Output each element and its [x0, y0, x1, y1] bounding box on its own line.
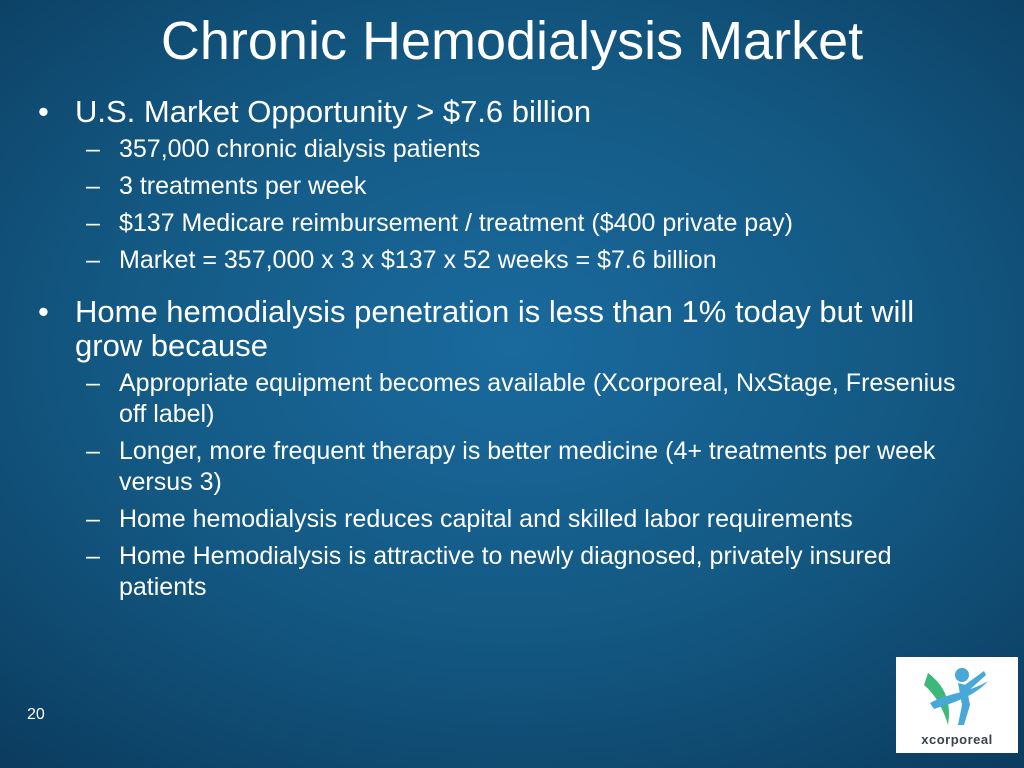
- sub-bullet-item: [0, 504, 1024, 535]
- sub-bullet-text: Home Hemodialysis is attractive to newly diagnosed, privately insured patients: [119, 542, 892, 601]
- sub-bullet-text: Market = 357,000 x 3 x $137 x 52 weeks = $7.6 billion: [119, 246, 717, 274]
- bullet-item: [0, 95, 1024, 129]
- sub-bullet-text: Home hemodialysis reduces capital and skilled labor requirements: [119, 505, 853, 533]
- page-number: 20: [27, 706, 45, 723]
- bullet-glyph: •: [38, 94, 49, 129]
- sub-bullet-item: [0, 436, 1024, 498]
- dash-glyph: –: [86, 542, 100, 570]
- slide-body: [0, 95, 1024, 609]
- xcorporeal-figure-logo-icon: [918, 663, 996, 731]
- sub-bullet-item: [0, 208, 1024, 239]
- dash-glyph: –: [86, 505, 100, 533]
- dash-glyph: –: [86, 246, 100, 274]
- sub-bullet-text: $137 Medicare reimbursement / treatment ($400 private pay): [119, 209, 793, 237]
- bullet-item: [0, 295, 1024, 363]
- sub-bullet-item: [0, 134, 1024, 165]
- logo-text: xcorporeal: [921, 732, 993, 747]
- sub-bullet-text: 357,000 chronic dialysis patients: [119, 135, 481, 163]
- sub-bullet-text: Appropriate equipment becomes available (Xcorporeal, NxStage, Fresenius off label): [119, 369, 956, 428]
- slide-title: Chronic Hemodialysis Market: [160, 11, 864, 71]
- sub-bullet-item: [0, 171, 1024, 202]
- dash-glyph: –: [86, 437, 100, 465]
- bullet-text: U.S. Market Opportunity > $7.6 billion: [75, 94, 592, 129]
- dash-glyph: –: [86, 135, 100, 163]
- sub-bullet-text: Longer, more frequent therapy is better medicine (4+ treatments per week versus 3): [119, 437, 936, 496]
- dash-glyph: –: [86, 172, 100, 200]
- bullet-text: Home hemodialysis penetration is less than 1% today but will grow because: [75, 294, 915, 363]
- sub-bullet-item: [0, 541, 1024, 603]
- sub-bullet-list: [0, 368, 1024, 603]
- sub-bullet-item: [0, 368, 1024, 430]
- dash-glyph: –: [86, 369, 100, 397]
- bullet-glyph: •: [38, 294, 49, 329]
- sub-bullet-item: [0, 245, 1024, 276]
- dash-glyph: –: [86, 209, 100, 237]
- sub-bullet-list: [0, 134, 1024, 276]
- company-logo: [896, 657, 1018, 753]
- sub-bullet-text: 3 treatments per week: [119, 172, 367, 200]
